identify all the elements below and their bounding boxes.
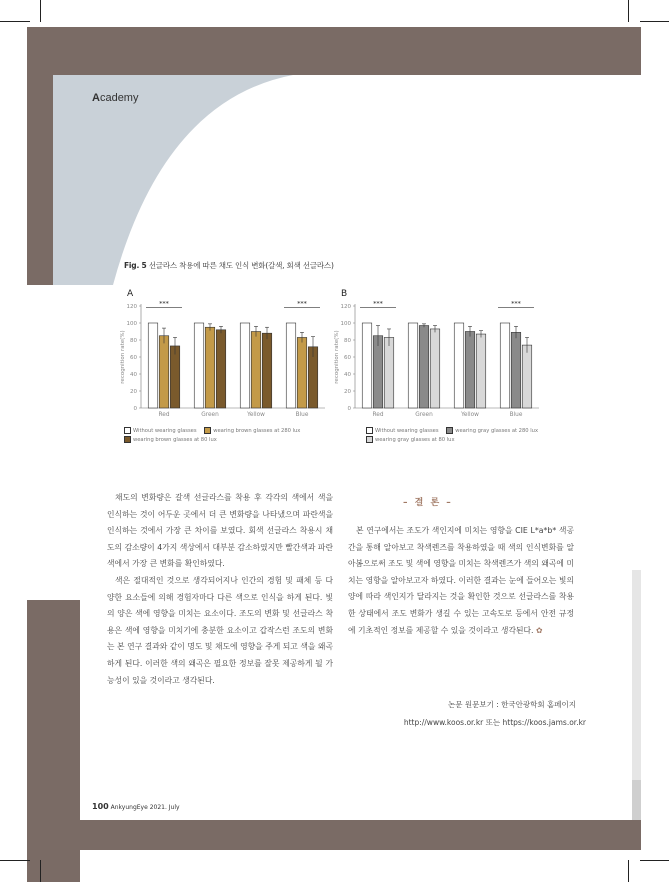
y-tick-label: 80 (130, 338, 137, 344)
bar (522, 345, 532, 408)
legend-swatch (204, 427, 211, 434)
y-tick-label: 100 (340, 321, 351, 327)
section-title: Academy (92, 92, 139, 104)
legend-item: Without wearing glasses (366, 427, 439, 434)
bar (408, 323, 418, 408)
bar (373, 336, 383, 408)
reference-link[interactable]: http://www.koos.or.kr 또는 https://koos.jams.or.kr (403, 718, 586, 727)
bar (262, 333, 272, 408)
legend-swatch (124, 436, 131, 443)
y-tick-label: 20 (130, 389, 137, 395)
legend-item: Without wearing glasses (124, 427, 197, 434)
legend-a (124, 427, 306, 443)
crop-mark (640, 860, 669, 861)
bar (251, 332, 261, 409)
panel-label-b: B (341, 289, 348, 299)
bar (240, 323, 250, 408)
bar (430, 329, 440, 408)
left-bottom-band (27, 600, 80, 882)
legend-item: wearing gray glasses at 80 lux (366, 436, 455, 443)
legend-swatch (124, 427, 131, 434)
paragraph: 본 연구에서는 조도가 색인지에 미치는 영향을 CIE L*a*b* 색공간을 통해 알아보고 착색렌즈를 착용하였을 때 색의 인식변화를 알아봄으로써 조도 및 색에 영향을 미치는 착색렌즈가 색의 왜곡에 미치는 영향을 알아보고자 하였다. 이러한 결과는 눈에 들어오는 빛의 양에 따라 색인지가 달라지는 것을 확인한 것으로 선글라스를 착용한 상태에서 조도 변화가 생길 수 있는 고속도로 등에서 안전 규정에 기초적인 정보를 제공할 수 있을 것이라고 생각된다. (348, 526, 574, 635)
reference-label: 논문 원문보기 : 한국안광학회 홈페이지 (448, 700, 576, 709)
bar (216, 330, 226, 408)
bar-chart-b (329, 296, 544, 422)
y-tick-label: 20 (344, 389, 351, 395)
crop-mark (628, 0, 629, 22)
crop-mark (0, 21, 30, 22)
x-tick-label: Blue (509, 412, 523, 418)
bar (476, 334, 486, 408)
bar (170, 346, 180, 408)
side-tab-marker (632, 780, 641, 820)
paragraph: 색은 절대적인 것으로 생각되어지나 인간의 경험 및 패체 등 다양한 요소들에 의해 경험자마다 다른 색으로 인식을 하게 된다. 빛의 양은 색에 영향을 미치는 요소이다. 조도의 변화 및 선글라스 착용은 색에 영향을 미치기에 충분한 요소이고 갑작스런 조도의 변화는 본 연구 결과와 같이 명도 및 채도에 영향을 주게 되고 색을 왜곡하게 된다. 이러한 색의 왜곡은 필요한 정보를 잘못 제공하게 될 가능성이 있을 것이라고 생각된다. (107, 575, 333, 685)
y-tick-label: 0 (347, 406, 351, 412)
y-tick-label: 60 (130, 355, 137, 361)
x-tick-label: Blue (295, 412, 309, 418)
y-tick-label: 80 (344, 338, 351, 344)
body-text-left (107, 490, 333, 689)
bar (419, 326, 429, 408)
legend-swatch (446, 427, 453, 434)
legend-item: wearing brown glasses at 80 lux (124, 436, 217, 443)
header-band (27, 27, 641, 75)
significance-label: *** (511, 299, 521, 308)
legend-item: wearing gray glasses at 280 lux (446, 427, 538, 434)
left-band (27, 75, 53, 285)
bar (148, 323, 158, 408)
bar (454, 323, 464, 408)
bar (384, 337, 394, 408)
page-footer (92, 802, 180, 811)
bar (297, 337, 307, 408)
crop-mark (0, 860, 30, 861)
bar (194, 323, 204, 408)
x-tick-label: Red (158, 412, 170, 418)
y-tick-label: 0 (133, 406, 137, 412)
bar (465, 332, 475, 409)
x-tick-label: Yellow (247, 412, 265, 418)
y-tick-label: 60 (344, 355, 351, 361)
magazine-name: AnkyungEye 2021. July (110, 804, 180, 811)
significance-label: *** (373, 299, 383, 308)
crop-mark (40, 860, 41, 882)
end-mark-icon: ✿ (536, 625, 543, 635)
legend-swatch (366, 436, 373, 443)
figure-number: Fig. 5 (124, 261, 147, 270)
conclusion-text (348, 523, 574, 639)
x-tick-label: Green (415, 412, 433, 418)
legend-b (366, 427, 544, 443)
significance-label: *** (159, 299, 169, 308)
conclusion-heading: – 결 론 – (403, 498, 453, 508)
bar (500, 323, 510, 408)
legend-swatch (366, 427, 373, 434)
y-tick-label: 100 (126, 321, 137, 327)
decorative-swoosh (53, 75, 293, 285)
significance-label: *** (297, 299, 307, 308)
y-tick-label: 40 (344, 372, 351, 378)
x-tick-label: Red (372, 412, 384, 418)
figure-caption (124, 260, 334, 271)
bar (286, 323, 296, 408)
legend-item: wearing brown glasses at 280 lux (204, 427, 300, 434)
page-number: 100 (92, 802, 109, 811)
x-tick-label: Yellow (461, 412, 479, 418)
y-tick-label: 40 (130, 372, 137, 378)
bar (205, 327, 215, 408)
y-axis-label: recognition rate(%) (334, 330, 340, 384)
bar-chart-a (115, 296, 330, 422)
paragraph: 채도의 변화량은 갈색 선글라스를 착용 후 각각의 색에서 색을 인식하는 것이 어두운 곳에서 더 큰 변화량을 나타냈으며 파란색을 인식하는 것에서 가장 큰 차이를 보였다. 회색 선글라스 착용시 채도의 감소량이 4가지 색상에서 대부분 감소하였지만 빨간색과 파란색에서 가장 큰 변화를 확인하였다. (107, 493, 333, 569)
figure-caption-text: 선글라스 착용에 따른 채도 인식 변화(갈색, 회색 선글라스) (148, 261, 334, 270)
crop-mark (628, 860, 629, 882)
y-tick-label: 120 (126, 304, 137, 310)
bar (362, 323, 372, 408)
x-tick-label: Green (201, 412, 219, 418)
panel-label-a: A (127, 289, 134, 299)
crop-mark (640, 21, 669, 22)
bar (511, 332, 521, 408)
footer-band (80, 820, 641, 850)
y-axis-label: recognition rate(%) (120, 330, 126, 384)
y-tick-label: 120 (340, 304, 351, 310)
crop-mark (40, 0, 41, 22)
bar (159, 336, 169, 408)
